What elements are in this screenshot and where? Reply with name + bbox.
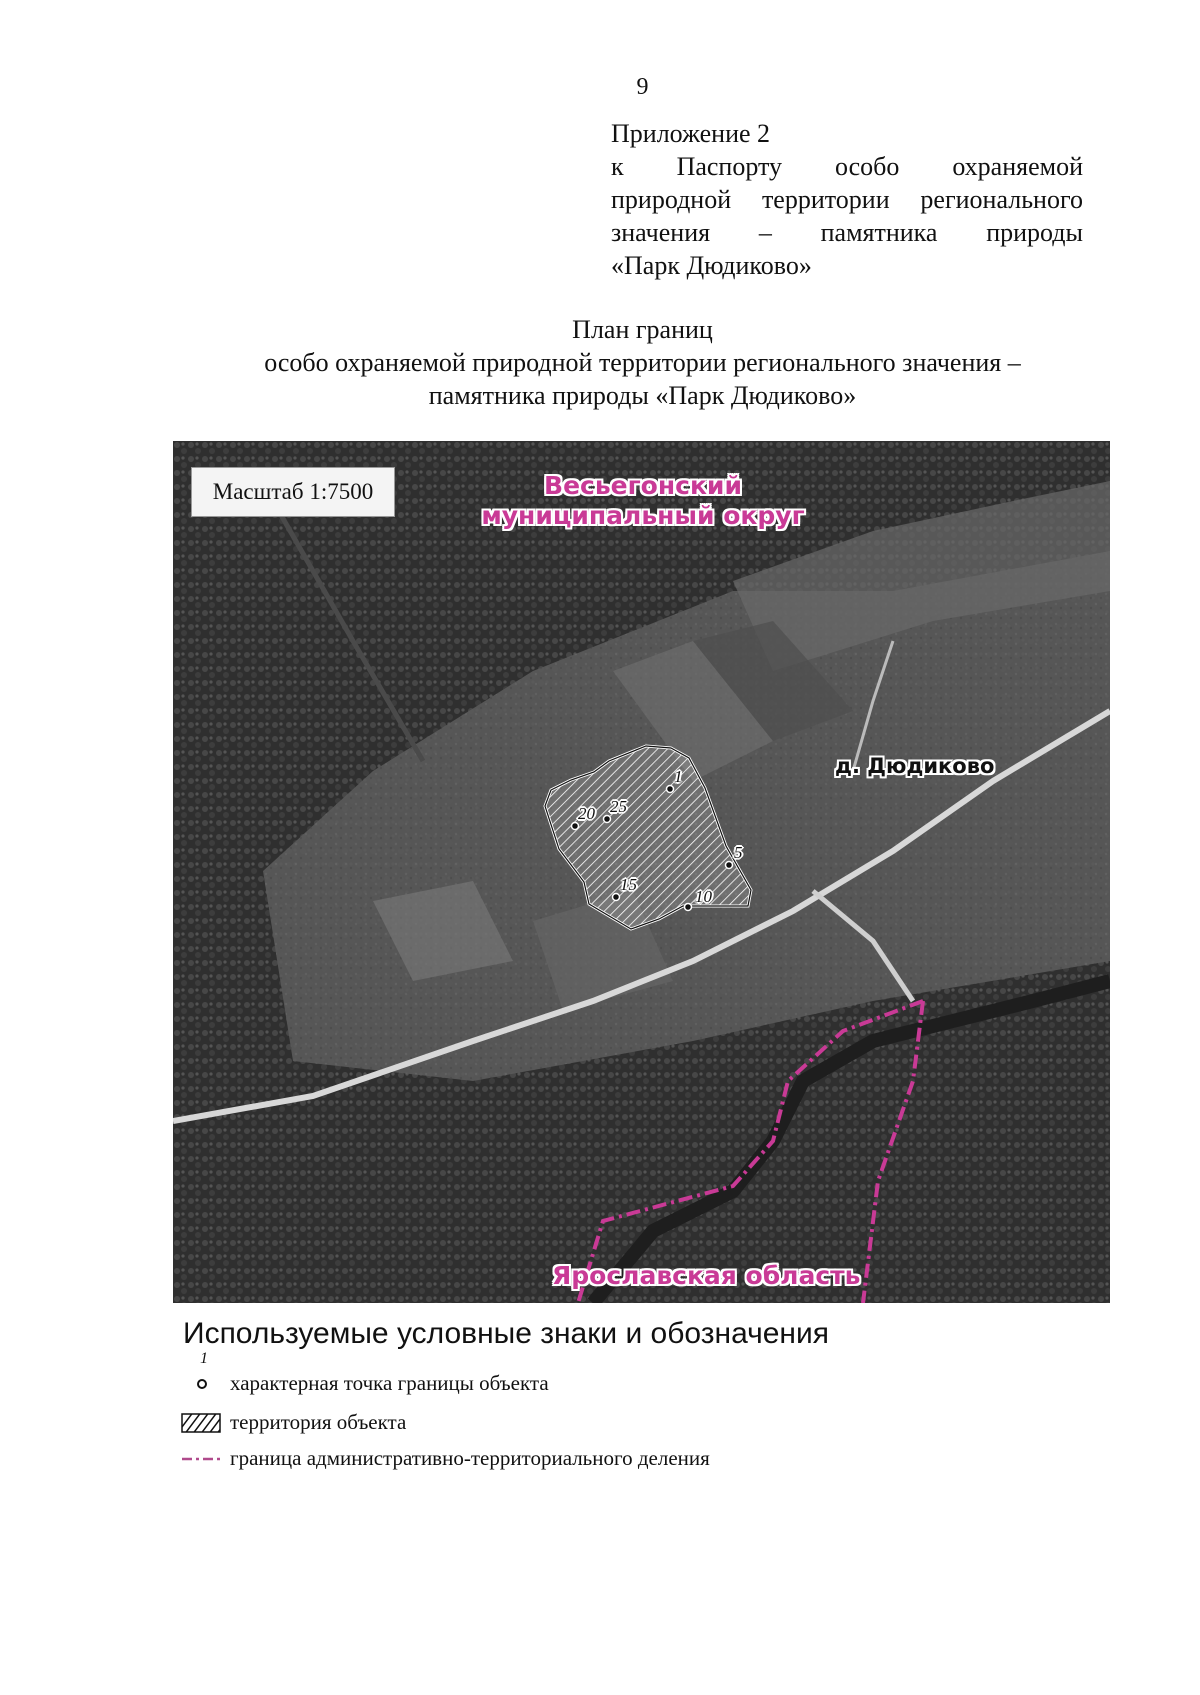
legend-line-symbol — [180, 1447, 224, 1471]
region-label: Ярославская область — [552, 1261, 861, 1290]
point-label-10: 10 — [695, 887, 712, 906]
map-scale: Масштаб 1:7500 — [191, 467, 395, 517]
appendix-line-2: к Паспорту особо охраняемой — [611, 152, 1083, 181]
legend-item-area — [180, 1410, 406, 1435]
point-label-5: 5 — [734, 843, 743, 862]
legend-point-label: характерная точка границы объекта — [230, 1371, 549, 1395]
map-imagery — [173, 441, 1110, 1303]
point-label-20: 20 — [578, 804, 595, 823]
page-number: 9 — [636, 74, 649, 100]
legend-point-symbol — [180, 1349, 224, 1396]
appendix-line-1: Приложение 2 — [611, 119, 771, 148]
district-label — [433, 471, 853, 531]
appendix-header — [611, 117, 1083, 282]
legend-item-boundary — [180, 1446, 710, 1471]
boundary-point-5 — [726, 862, 733, 869]
legend-point-number: 1 — [200, 1349, 208, 1367]
legend-area-symbol — [180, 1411, 224, 1435]
village-label: д. Дюдиково — [835, 754, 995, 778]
boundary-point-1 — [667, 786, 674, 793]
admin-boundary-icon — [180, 1447, 224, 1471]
legend-title: Используемые условные знаки и обозначения — [183, 1317, 829, 1350]
legend-area-label: территория объекта — [230, 1410, 407, 1434]
point-label-1: 1 — [674, 767, 683, 786]
plan-title-line-1: План границ — [572, 315, 713, 344]
boundary-point-15 — [613, 894, 620, 901]
appendix-line-3: природной территории регионального — [611, 185, 1083, 214]
plan-title — [0, 313, 1200, 412]
point-label-15: 15 — [620, 875, 637, 894]
district-label-line-1: Весьегонский — [544, 471, 742, 500]
satellite-map — [173, 441, 1110, 1303]
legend-line-label: граница административно-территориального деления — [230, 1446, 710, 1470]
boundary-point-icon — [180, 1372, 224, 1396]
hatched-area-icon — [180, 1411, 224, 1435]
boundary-point-10 — [685, 904, 692, 911]
district-label-line-2: муниципальный округ — [481, 501, 805, 530]
legend-item-point — [180, 1349, 549, 1396]
plan-title-line-3: памятника природы «Парк Дюдиково» — [428, 381, 857, 410]
plan-title-line-2: особо охраняемой природной территории регионального значения – — [264, 348, 1021, 377]
appendix-line-4: значения – памятника природы — [611, 218, 1083, 247]
point-label-25: 25 — [610, 797, 627, 816]
appendix-line-5: «Парк Дюдиково» — [611, 251, 812, 280]
